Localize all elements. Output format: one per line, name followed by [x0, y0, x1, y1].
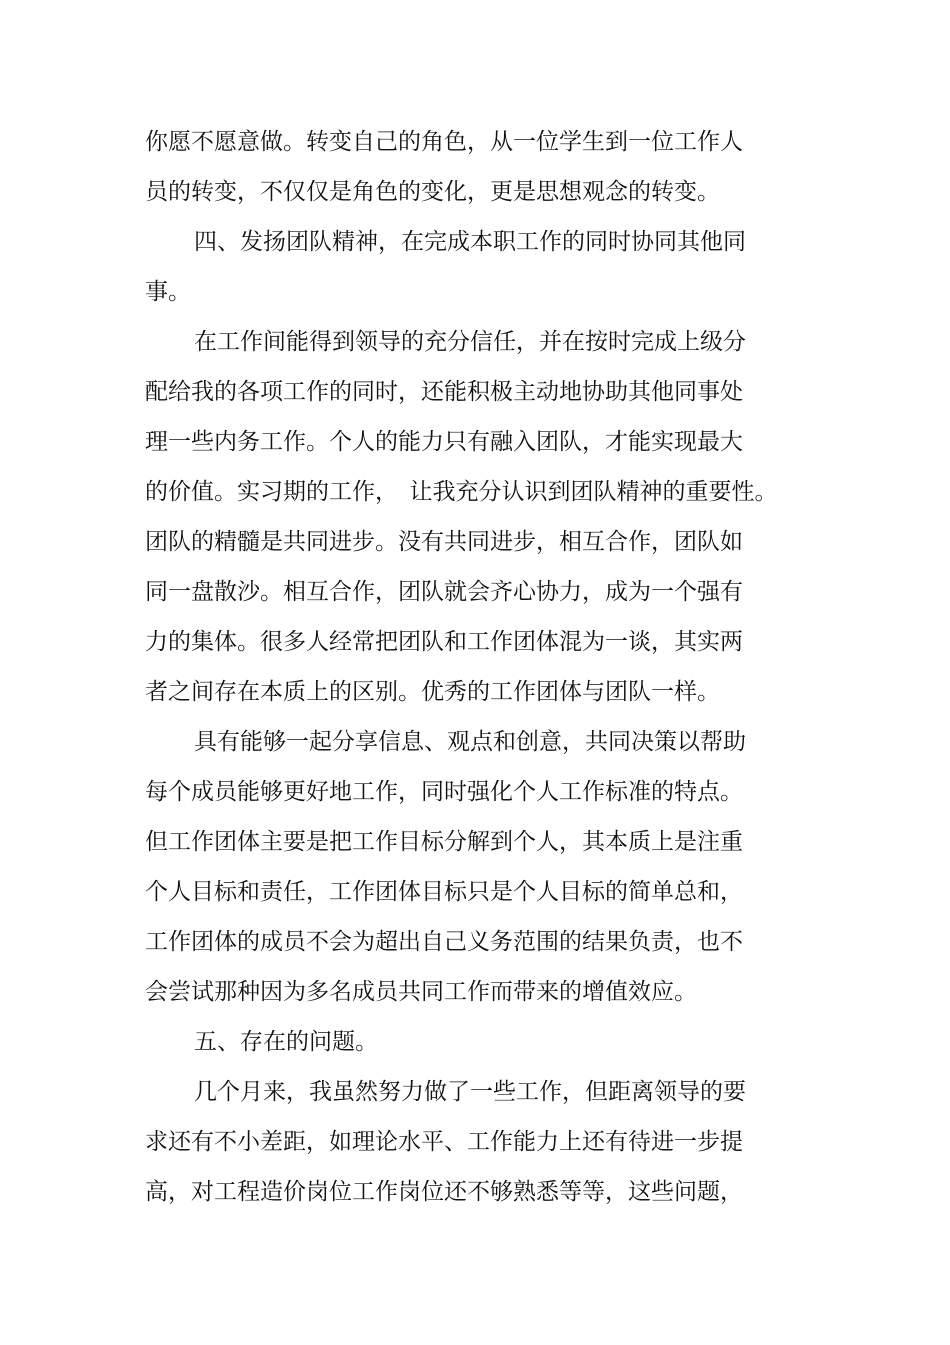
text-line: 会尝试那种因为多名成员共同工作而带来的增值效应。 [145, 979, 697, 1005]
text-line: 你愿不愿意做。转变自己的角色，从一位学生到一位工作人 [145, 129, 743, 155]
text-line: 求还有不小差距，如理论水平、工作能力上还有待进一步提 [145, 1129, 743, 1155]
text-line: 团队的精髓是共同进步。没有共同进步，相互合作，团队如 [145, 529, 743, 555]
text-line: 的价值。实习期的工作， 让我充分认识到团队精神的重要性。 [145, 479, 778, 505]
text-line: 者之间存在本质上的区别。优秀的工作团体与团队一样。 [145, 679, 720, 705]
paragraph-start: 在工作间能得到领导的充分信任，并在按时完成上级分 [194, 329, 746, 355]
text-line: 员的转变，不仅仅是角色的变化，更是思想观念的转变。 [145, 179, 720, 205]
text-line: 同一盘散沙。相互合作，团队就会齐心协力，成为一个强有 [145, 579, 743, 605]
paragraph-start: 具有能够一起分享信息、观点和创意，共同决策以帮助 [194, 729, 746, 755]
section-heading-5: 五、存在的问题。 [194, 1029, 378, 1055]
text-line: 但工作团体主要是把工作目标分解到个人，其本质上是注重 [145, 829, 743, 855]
text-line: 每个成员能够更好地工作，同时强化个人工作标准的特点。 [145, 779, 743, 805]
text-line: 工作团体的成员不会为超出自己义务范围的结果负责，也不 [145, 929, 743, 955]
text-line: 力的集体。很多人经常把团队和工作团体混为一谈，其实两 [145, 629, 743, 655]
paragraph-start: 几个月来，我虽然努力做了一些工作，但距离领导的要 [194, 1079, 746, 1105]
text-line: 理一些内务工作。个人的能力只有融入团队，才能实现最大 [145, 429, 743, 455]
text-line: 高，对工程造价岗位工作岗位还不够熟悉等等，这些问题， [145, 1179, 743, 1205]
text-line: 个人目标和责任，工作团体目标只是个人目标的简单总和， [145, 879, 743, 905]
text-line: 配给我的各项工作的同时，还能积极主动地协助其他同事处 [145, 379, 743, 405]
section-heading-4: 四、发扬团队精神，在完成本职工作的同时协同其他同 [194, 229, 746, 255]
text-line: 事。 [145, 279, 191, 305]
